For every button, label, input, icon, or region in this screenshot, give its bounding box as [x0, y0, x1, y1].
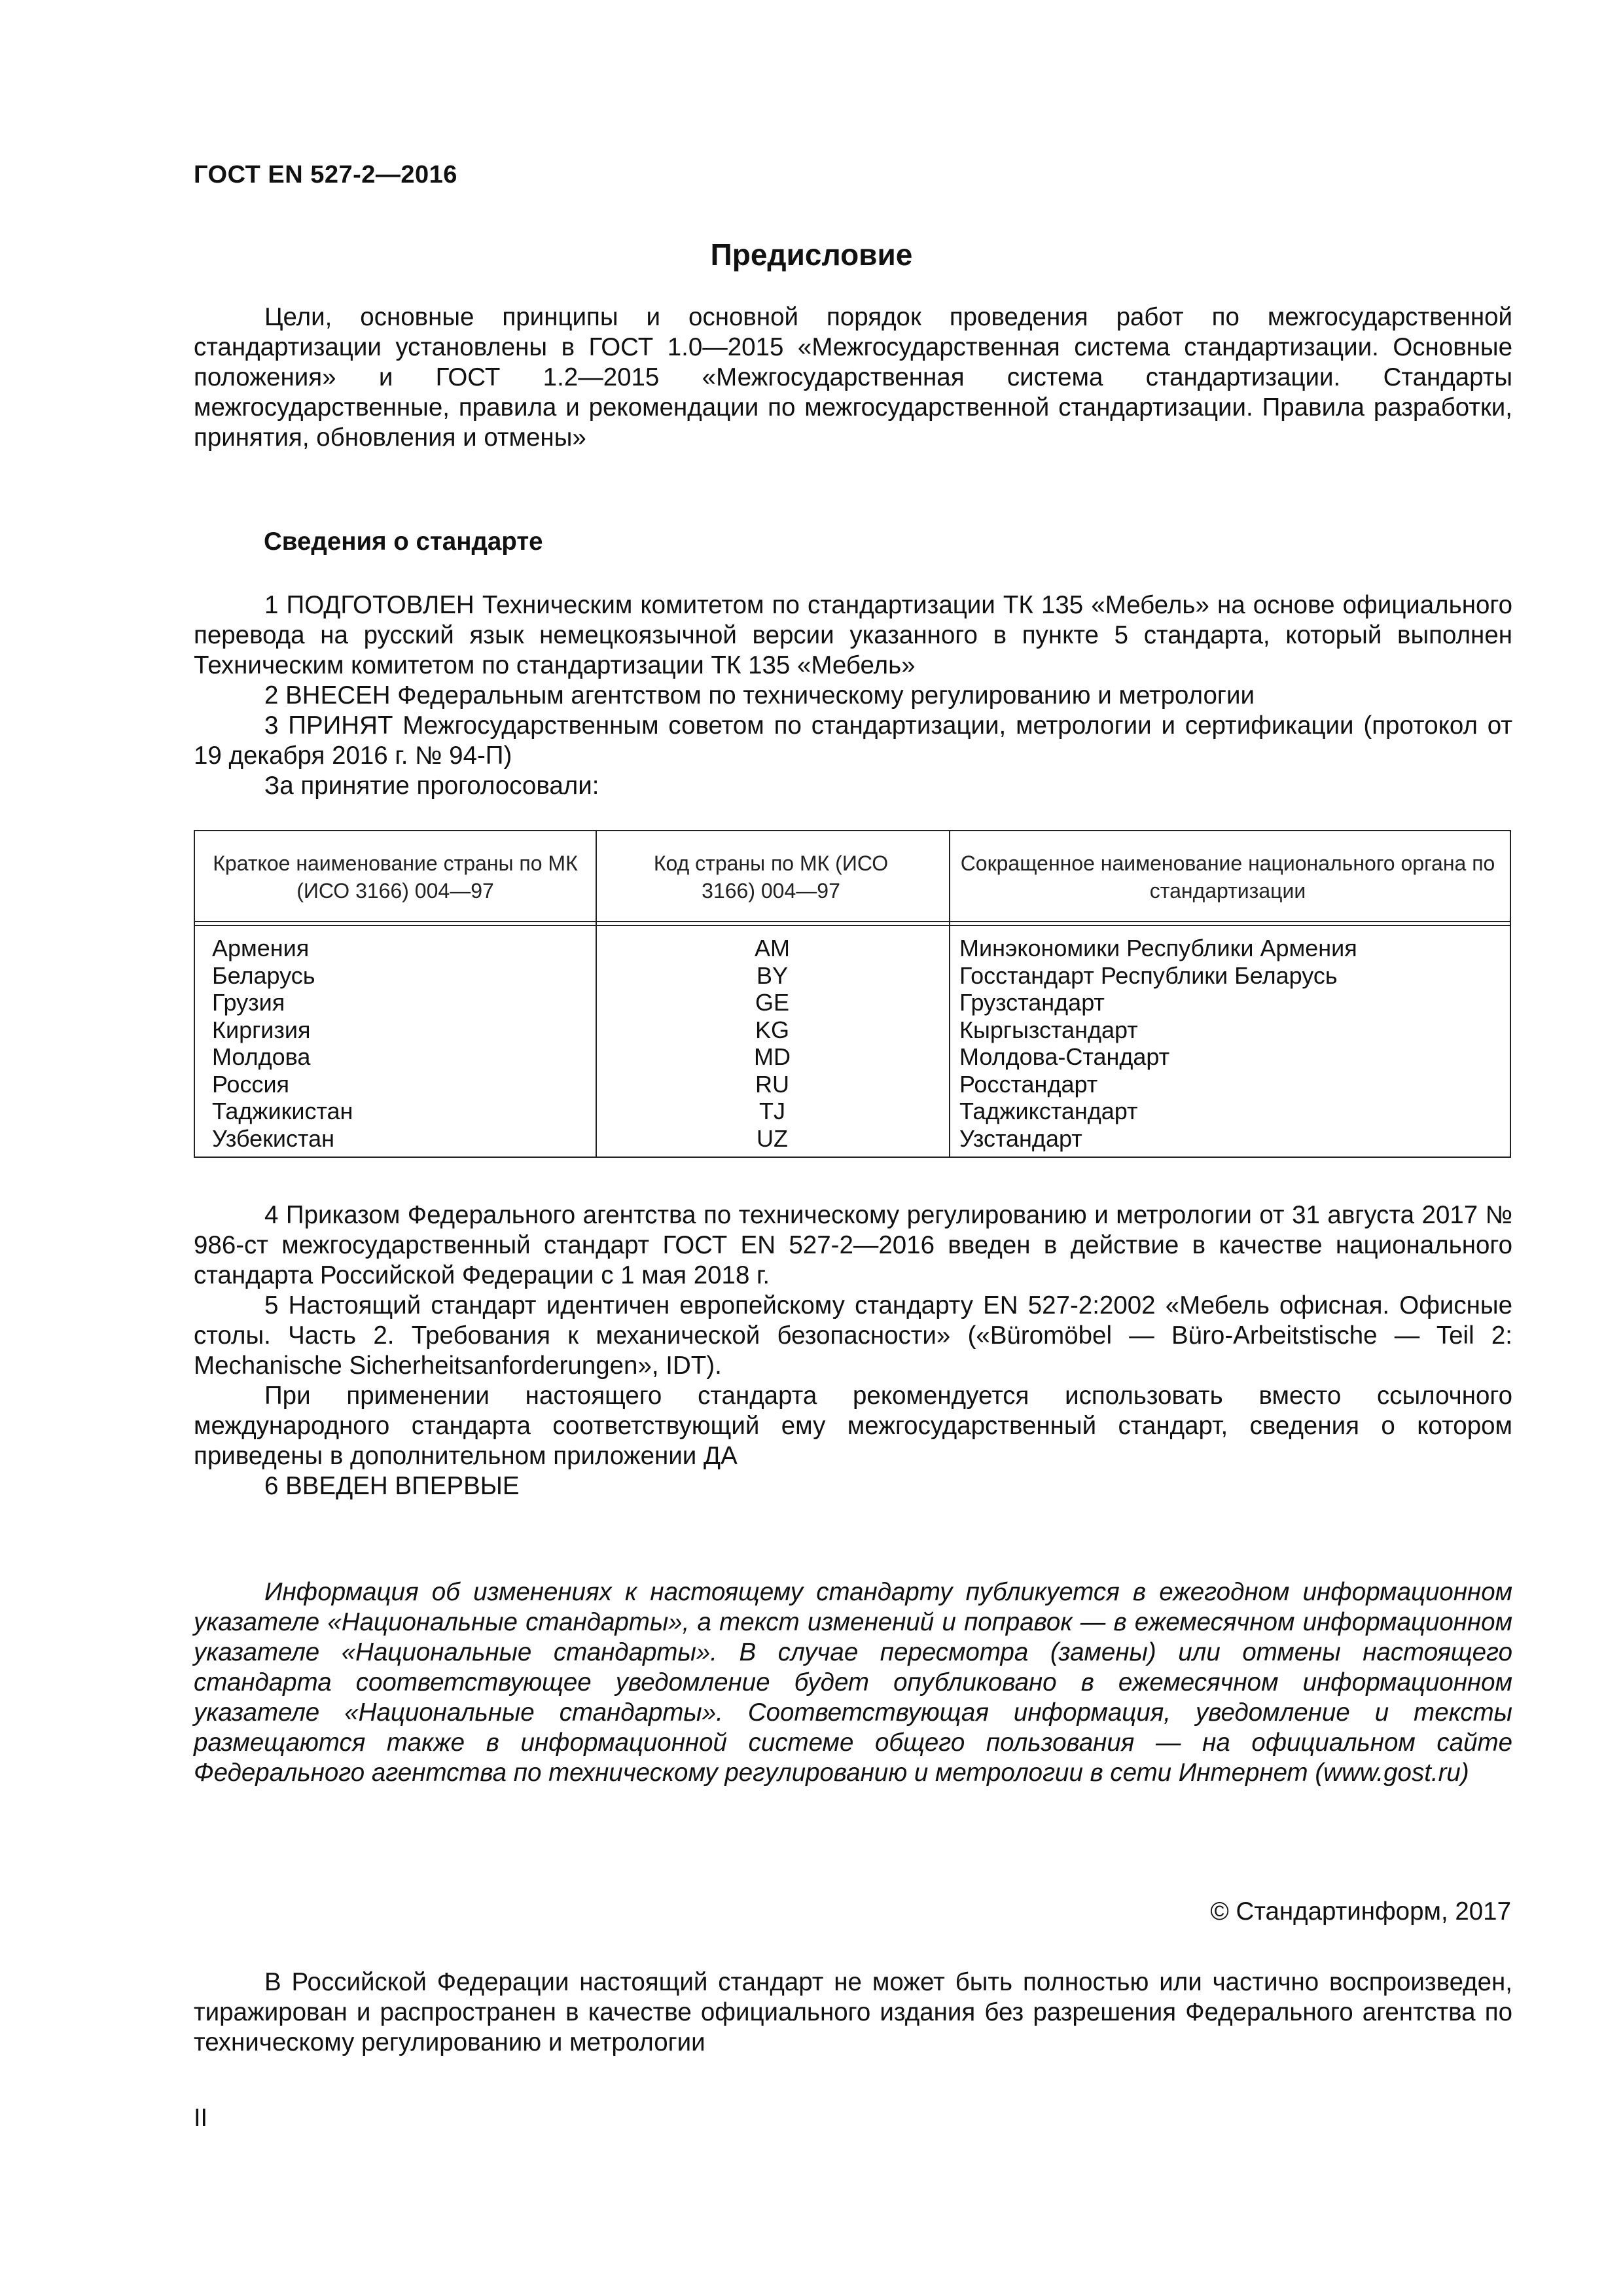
copyright-line: © Стандартинформ, 2017 — [1210, 1897, 1511, 1926]
item-1-paragraph: 1 ПОДГОТОВЛЕН Техническим комитетом по стандартизации ТК 135 «Мебель» на основе официального перевода на русский язык немецкоязычной версии указанного в пункте 5 стандарта, который выполнен Техническим комитетом по стандартизации ТК 135 «Мебель» — [194, 591, 1512, 679]
table-cell-code: BY — [756, 961, 789, 989]
item-5-paragraph: 5 Настоящий стандарт идентичен европейскому стандарту EN 527-2:2002 «Мебель офисная. Офисные столы. Часть 2. Требования к механической безопасности» («Büromöbel — Büro-Arbeitstische — Teil 2: Mechanische Sicherheitsanforderungen», IDT). — [194, 1291, 1512, 1380]
table-header-code: Код страны по МК (ИСО 3166) 004—97 — [653, 852, 889, 903]
table-cell-body: Росстандарт — [959, 1070, 1098, 1098]
table-cell-country: Беларусь — [212, 961, 315, 989]
voted-label: За принятие проголосовали: — [264, 772, 599, 800]
rights-paragraph: В Российской Федерации настоящий стандарт не может быть полностью или частично воспроизведен, тиражирован и распространен в качестве официального издания без разрешения Федерального агентства по техническому регулированию и метрологии — [194, 1968, 1512, 2056]
table-cell-code: MD — [754, 1043, 791, 1070]
table-column-code — [596, 935, 949, 1152]
page-title: Предисловие — [710, 238, 913, 272]
table-cell-code: TJ — [759, 1098, 785, 1124]
item-5-note-paragraph: При применении настоящего стандарта рекомендуется использовать вместо ссылочного международного стандарта соответствующий ему межгосударственный стандарт, сведения о котором приведены в дополнительном приложении ДА — [194, 1382, 1512, 1470]
document-code: ГОСТ EN 527-2—2016 — [194, 161, 457, 188]
table-cell-code: UZ — [757, 1124, 788, 1152]
intro-paragraph: Цели, основные принципы и основной порядок проведения работ по межгосударственной стандартизации установлены в ГОСТ 1.0—2015 «Межгосударственная система стандартизации. Основные положения» и ГОСТ 1.2—2015 «Межгосударственная система стандартизации. Стандарты межгосударственные, правила и рекомендации по межгосударственной стандартизации. Правила разработки, принятия, обновления и отмены» — [194, 303, 1512, 452]
table-cell-country: Таджикистан — [212, 1098, 353, 1124]
item-3-paragraph: 3 ПРИНЯТ Межгосударственным советом по стандартизации, метрологии и сертификации (протокол от 19 декабря 2016 г. № 94-П) — [194, 711, 1512, 770]
table-cell-country: Молдова — [212, 1043, 311, 1070]
table-cell-country: Узбекистан — [212, 1124, 335, 1152]
table-cell-body: Кыргызстандарт — [959, 1016, 1138, 1043]
table-header-country: Краткое наименование страны по МК (ИСО 3166) 004—97 — [213, 852, 578, 903]
table-cell-country: Киргизия — [212, 1016, 311, 1043]
table-header-body: Сокращенное наименование национального органа по стандартизации — [960, 852, 1495, 903]
section-heading: Сведения о стандарте — [264, 528, 543, 556]
table-cell-body: Грузстандарт — [959, 989, 1105, 1016]
table-cell-country: Россия — [212, 1070, 290, 1098]
table-cell-code: RU — [755, 1070, 789, 1098]
item-6-paragraph: 6 ВВЕДЕН ВПЕРВЫЕ — [264, 1472, 520, 1500]
table-header-divider — [195, 921, 1510, 922]
table-column-country — [212, 935, 353, 1152]
item-4-paragraph: 4 Приказом Федерального агентства по техническому регулированию и метрологии от 31 августа 2017 № 986-ст межгосударственный стандарт ГОСТ EN 527-2—2016 введен в действие в качестве национального стандарта Российской Федерации с 1 мая 2018 г. — [194, 1201, 1512, 1289]
table-cell-body: Госстандарт Республики Беларусь — [959, 961, 1338, 989]
table-cell-body: Минэкономики Республики Армения — [959, 935, 1357, 961]
item-2-paragraph: 2 ВНЕСЕН Федеральным агентством по техническому регулированию и метрологии — [264, 681, 1255, 709]
table-cell-code: GE — [755, 989, 789, 1016]
notice-paragraph: Информация об изменениях к настоящему стандарту публикуется в ежегодном информационном указателе «Национальные стандарты», а текст изменений и поправок — в ежемесячном информационном указателе «Национальные стандарты». В случае пересмотра (замены) или отмены настоящего стандарта соответствующее уведомление будет опубликовано в ежемесячном информационном указателе «Национальные стандарты». Соответствующая информация, уведомление и тексты размещаются также в информационной системе общего пользования — на официальном сайте Федерального агентства по техническому регулированию и метрологии в сети Интернет (www.gost.ru) — [194, 1578, 1512, 1787]
countries-table — [194, 830, 1511, 1158]
table-cell-body: Узстандарт — [959, 1124, 1082, 1152]
table-cell-code: KG — [755, 1016, 789, 1043]
table-column-divider — [949, 831, 950, 1157]
table-column-body — [959, 935, 1357, 1152]
table-header-divider — [195, 925, 1510, 926]
table-cell-body: Молдова-Стандарт — [959, 1043, 1170, 1070]
table-cell-code: AM — [755, 935, 790, 961]
table-cell-country: Армения — [212, 935, 310, 961]
page-number: II — [194, 2104, 208, 2132]
table-cell-country: Грузия — [212, 989, 285, 1016]
table-cell-body: Таджикстандарт — [959, 1098, 1138, 1124]
